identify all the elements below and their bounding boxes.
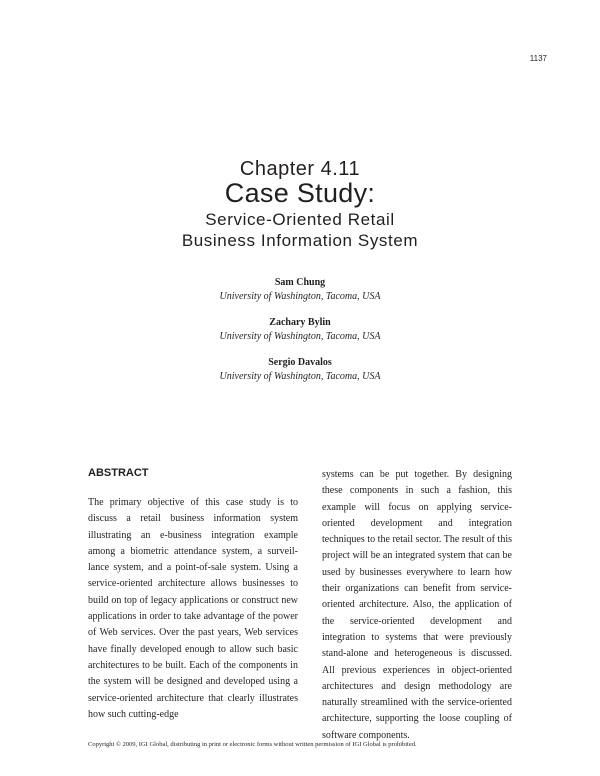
author-name: Sam Chung: [274, 277, 326, 288]
chapter-subtitle-line1: Service-Oriented Retail: [205, 210, 395, 229]
author-name: Sergio Davalos: [268, 357, 332, 368]
abstract-heading: ABSTRACT: [88, 467, 149, 479]
author-affiliation: University of Washington, Tacoma, USA: [219, 331, 381, 342]
page-number: 1137: [529, 54, 547, 63]
abstract-text-right-column: systems can be put together. By designing these components in such a fashion, this example will focus on applying service-oriented development and integration techniques to the retail sector. The result of this project will be an integrated system that can be used by businesses everywhere to learn how their organizations can benefit from service-oriented architecture. Also, the application of the service-oriented development and integration to systems that were previously stand-alone and heterogeneous is discussed. All previous experiences in object-oriented architectures and design methodology are naturally streamlined with the service-oriented architecture, supporting the loose coupling of software components.: [322, 469, 512, 741]
abstract-text-left-column: The primary objective of this case study is to discuss a retail business information system illustrating an e-business integration example among a biometric attendance system, a surveillance system, and a point-of-sale system. Using a service-oriented architecture allows businesses to build on top of legacy applications or construct new applications in order to take advantage of the power of Web services. Over the past years, Web services have finally developed enough to allow such basic architectures to be built. Each of the components in the system will be designed and developed using a service-oriented architecture that clearly illustrates how such cutting-edge: [88, 497, 298, 720]
chapter-label: Chapter 4.11: [239, 158, 361, 180]
author-affiliation: University of Washington, Tacoma, USA: [219, 371, 381, 382]
author-affiliation: University of Washington, Tacoma, USA: [219, 291, 381, 302]
author-name: Zachary Bylin: [269, 317, 331, 328]
copyright-notice: Copyright © 2009, IGI Global, distributing in print or electronic forms without written permission of IGI Global is prohibited.: [88, 741, 417, 748]
chapter-title: Case Study:: [224, 178, 376, 208]
chapter-subtitle-line2: Business Information System: [181, 231, 419, 250]
